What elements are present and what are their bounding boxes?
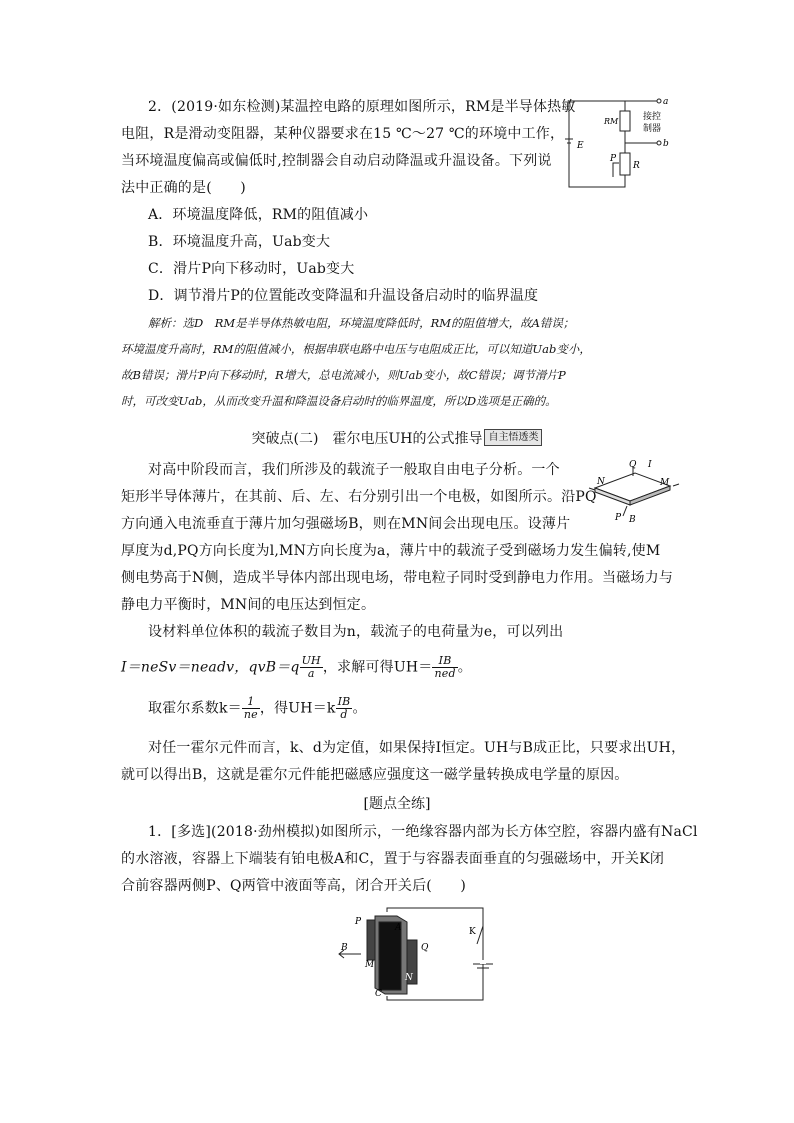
hall-n-label: N [597, 477, 605, 487]
practice-line-3: 合前容器两侧P、Q两管中液面等高，闭合开关后( ) [121, 878, 467, 894]
hall-line-7: 设材料单位体积的载流子数目为n，载流子的电荷量为e，可以列出 [148, 624, 564, 640]
formula-line-2 [148, 696, 367, 721]
terminal-a-label: a [663, 97, 669, 107]
fraction-1-over-ne [242, 696, 260, 721]
r-label: R [633, 161, 640, 171]
formula-2-part-c: 。 [352, 700, 367, 717]
solution-line-3: 故B错误；滑片P向下移动时，R增大，总电流减小，则Uab变小，故C错误；调节滑片P [121, 368, 566, 382]
practice-title: [题点全练] [363, 796, 431, 812]
formula-1-part-a: I＝neSv＝neadv，qvB＝q [121, 659, 300, 676]
solution-line-1: 解析：选D RM是半导体热敏电阻，环境温度降低时，RM的阻值增大，故A错误； [148, 316, 575, 330]
solution-line-4: 时，可改变Uab，从而改变升温和降温设备启动时的临界温度，所以D选项是正确的。 [121, 394, 557, 408]
hall-line-5: 侧电势高于N侧，造成半导体内部出现电场，带电粒子同时受到静电力作用。当磁场力与 [121, 570, 674, 586]
p-label: P [610, 154, 617, 164]
terminal-b-label: b [663, 139, 669, 149]
q2-line-3: 当环境温度偏高或偏低时,控制器会自动启动降温或升温设备。下列说 [121, 153, 552, 169]
controller-label-1: 接控 [643, 112, 662, 122]
section-title [0, 429, 794, 449]
formula-1-part-b: ，求解可得UH＝ [322, 659, 433, 676]
hall-p-label: P [615, 513, 622, 523]
formula-2-part-a: 取霍尔系数k＝ [148, 700, 242, 717]
fig3-c-label: C [375, 989, 382, 999]
thermistor-circuit-diagram [563, 93, 678, 189]
e-label: E [577, 141, 584, 151]
hall-b-label: B [629, 515, 636, 525]
frac-den: d [340, 708, 348, 721]
frac-num: IB [432, 655, 457, 668]
frac-den: a [307, 667, 315, 680]
practice-line-1: 1．[多选](2018·劲州模拟)如图所示，一绝缘容器内部为长方体空腔，容器内盛有NaCl [148, 824, 698, 840]
container-circuit-diagram [335, 904, 495, 1004]
fig3-q-label: Q [421, 943, 429, 953]
fig3-m-label: M [365, 960, 375, 970]
q2-option-c: C．滑片P向下移动时，Uab变大 [148, 261, 355, 277]
fig3-p-label: P [355, 917, 362, 927]
fraction-uh-over-a [300, 655, 323, 680]
fraction-ib-over-ned [432, 655, 457, 680]
q2-line-1: 2．(2019·如东检测)某温控电路的原理如图所示，RM是半导体热敏 [148, 99, 576, 115]
fig3-a-label: A [395, 923, 402, 933]
section-badge: 自主悟透类 [484, 429, 542, 446]
q2-option-a: A．环境温度降低，RM的阻值减小 [148, 207, 369, 223]
hall-line-4: 厚度为d,PQ方向长度为l,MN方向长度为a，薄片中的载流子受到磁场力发生偏转,使M [121, 543, 661, 559]
hall-line-9: 就可以得出B，这就是霍尔元件能把磁感应强度这一磁学量转换成电学量的原因。 [121, 767, 629, 783]
hall-line-8: 对任一霍尔元件而言，k、d为定值，如果保持I恒定。UH与B成正比，只要求出UH， [148, 740, 686, 756]
frac-num: IB [337, 695, 351, 708]
formula-line-1 [121, 655, 472, 680]
controller-label-2: 制器 [643, 124, 662, 134]
solution-line-2: 环境温度升高时，RM的阻值减小，根据串联电路中电压与电阻成正比，可以知道Uab变小， [121, 342, 591, 356]
formula-1-part-c: 。 [457, 659, 472, 676]
q2-option-b: B．环境温度升高，Uab变大 [148, 234, 331, 250]
practice-line-2: 的水溶液，容器上下端装有铂电极A和C，置于与容器表面垂直的匀强磁场中，开关K闭 [121, 851, 665, 867]
fraction-ib-over-d [336, 696, 353, 721]
rm-label: RM [604, 117, 619, 126]
frac-num: 1 [242, 696, 260, 709]
section-title-text: 突破点(二) 霍尔电压UH的公式推导 [251, 431, 483, 447]
frac-num: UH [301, 654, 321, 667]
q2-line-4: 法中正确的是( ) [121, 180, 246, 196]
formula-2-part-b: ，得UH＝k [259, 700, 336, 717]
hall-line-2: 矩形半导体薄片，在其前、后、左、右分别引出一个电极，如图所示。沿PQ [121, 489, 597, 505]
q2-line-2: 电阻，R是滑动变阻器，某种仪器要求在15 ℃～27 ℃的环境中工作， [121, 126, 565, 142]
hall-line-3: 方向通入电流垂直于薄片加匀强磁场B，则在MN间会出现电压。设薄片 [121, 516, 571, 532]
hall-plate-diagram [585, 458, 685, 526]
fig3-b-label: B [341, 943, 348, 953]
hall-line-1: 对高中阶段而言，我们所涉及的载流子一般取自由电子分析。一个 [148, 462, 560, 478]
fig3-k-label: K [469, 927, 476, 937]
frac-den: ned [434, 667, 456, 680]
frac-den: ne [243, 708, 258, 721]
hall-q-label: Q [629, 460, 637, 470]
hall-m-label: M [660, 478, 670, 488]
hall-i-label: I [648, 460, 652, 470]
hall-line-6: 静电力平衡时，MN间的电压达到恒定。 [121, 597, 376, 613]
q2-option-d: D．调节滑片P的位置能改变降温和升温设备启动时的临界温度 [148, 288, 539, 304]
fig3-n-label: N [405, 973, 413, 983]
